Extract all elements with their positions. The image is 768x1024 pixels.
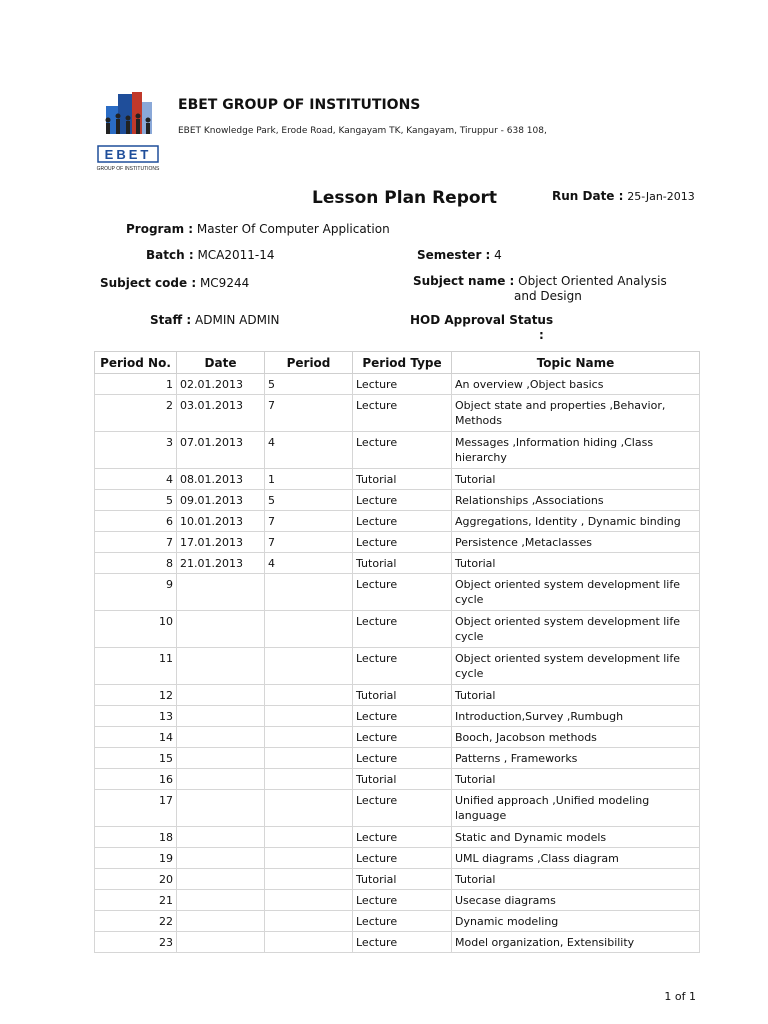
period-cell [265, 932, 353, 953]
period-type-cell: Lecture [353, 748, 452, 769]
period-type-cell: Lecture [353, 374, 452, 395]
table-row [95, 511, 700, 532]
topic-name-cell: Patterns , Frameworks [452, 748, 700, 769]
topic-name-cell: Messages ,Information hiding ,Class hierarchy [452, 432, 700, 469]
period-no-cell: 14 [95, 727, 177, 748]
period-type-cell: Tutorial [353, 869, 452, 890]
topic-name-cell: Usecase diagrams [452, 890, 700, 911]
lesson-plan-table [94, 351, 700, 953]
table-row [95, 706, 700, 727]
topic-name-cell: Relationships ,Associations [452, 490, 700, 511]
topic-name-cell: Tutorial [452, 685, 700, 706]
period-cell [265, 648, 353, 685]
period-type-cell: Lecture [353, 827, 452, 848]
logo-subtext: GROUP OF INSTITUTIONS [96, 166, 160, 172]
institution-name: EBET GROUP OF INSTITUTIONS [178, 97, 421, 113]
date-cell [177, 911, 265, 932]
period-cell: 1 [265, 469, 353, 490]
topic-name-cell: Booch, Jacobson methods [452, 727, 700, 748]
period-no-cell: 1 [95, 374, 177, 395]
period-no-cell: 2 [95, 395, 177, 432]
topic-name-cell: Tutorial [452, 553, 700, 574]
table-row [95, 911, 700, 932]
period-cell [265, 848, 353, 869]
run-date [552, 189, 695, 203]
date-cell: 09.01.2013 [177, 490, 265, 511]
table-row [95, 685, 700, 706]
date-cell [177, 727, 265, 748]
batch-field [146, 248, 275, 262]
date-cell [177, 848, 265, 869]
period-cell [265, 685, 353, 706]
period-no-cell: 21 [95, 890, 177, 911]
date-cell: 08.01.2013 [177, 469, 265, 490]
table-row [95, 790, 700, 827]
period-type-cell: Lecture [353, 890, 452, 911]
period-no-cell: 20 [95, 869, 177, 890]
period-type-cell: Lecture [353, 911, 452, 932]
period-no-cell: 13 [95, 706, 177, 727]
date-cell [177, 574, 265, 611]
topic-name-cell: An overview ,Object basics [452, 374, 700, 395]
period-type-cell: Lecture [353, 706, 452, 727]
period-type-cell: Lecture [353, 574, 452, 611]
staff-value: ADMIN ADMIN [195, 313, 280, 327]
period-cell [265, 890, 353, 911]
period-no-cell: 5 [95, 490, 177, 511]
institution-logo [96, 92, 160, 174]
batch-value: MCA2011-14 [197, 248, 275, 262]
period-no-cell: 19 [95, 848, 177, 869]
topic-name-cell: Object oriented system development life cycle [452, 574, 700, 611]
period-type-cell: Lecture [353, 611, 452, 648]
topic-name-cell: Object state and properties ,Behavior, Methods [452, 395, 700, 432]
subject-code-value: MC9244 [199, 276, 250, 290]
topic-name-cell: Dynamic modeling [452, 911, 700, 932]
period-no-cell: 3 [95, 432, 177, 469]
staff-label: Staff : [150, 313, 192, 327]
report-title: Lesson Plan Report [312, 188, 498, 208]
topic-name-cell: Model organization, Extensibility [452, 932, 700, 953]
date-cell: 21.01.2013 [177, 553, 265, 574]
period-type-cell: Lecture [353, 932, 452, 953]
topic-name-cell: Aggregations, Identity , Dynamic binding [452, 511, 700, 532]
date-cell: 10.01.2013 [177, 511, 265, 532]
period-cell [265, 869, 353, 890]
period-type-cell: Lecture [353, 727, 452, 748]
topic-name-cell: Persistence ,Metaclasses [452, 532, 700, 553]
table-row [95, 727, 700, 748]
table-row [95, 769, 700, 790]
date-cell: 03.01.2013 [177, 395, 265, 432]
period-cell [265, 727, 353, 748]
topic-name-cell: Static and Dynamic models [452, 827, 700, 848]
period-cell: 4 [265, 553, 353, 574]
date-cell [177, 648, 265, 685]
period-cell [265, 790, 353, 827]
table-row [95, 532, 700, 553]
date-cell [177, 869, 265, 890]
table-row [95, 890, 700, 911]
date-cell [177, 932, 265, 953]
period-cell: 7 [265, 532, 353, 553]
period-no-cell: 18 [95, 827, 177, 848]
period-no-cell: 9 [95, 574, 177, 611]
hod-approval-colon: : [539, 328, 544, 342]
date-cell [177, 890, 265, 911]
period-cell: 5 [265, 374, 353, 395]
table-row [95, 611, 700, 648]
topic-name-cell: Introduction,Survey ,Rumbugh [452, 706, 700, 727]
period-cell [265, 911, 353, 932]
semester-value: 4 [494, 248, 502, 262]
column-header-period: Period [265, 352, 353, 374]
semester-label: Semester : [417, 248, 491, 262]
subject-code-field [100, 276, 249, 290]
date-cell [177, 748, 265, 769]
subject-name-line2: and Design [514, 289, 582, 303]
period-cell [265, 769, 353, 790]
period-cell [265, 748, 353, 769]
table-row [95, 827, 700, 848]
period-no-cell: 10 [95, 611, 177, 648]
table-row [95, 490, 700, 511]
period-type-cell: Lecture [353, 511, 452, 532]
table-row [95, 469, 700, 490]
table-header-row [95, 352, 700, 374]
period-type-cell: Tutorial [353, 769, 452, 790]
period-no-cell: 16 [95, 769, 177, 790]
date-cell [177, 706, 265, 727]
topic-name-cell: Tutorial [452, 869, 700, 890]
period-cell [265, 827, 353, 848]
date-cell [177, 685, 265, 706]
period-no-cell: 7 [95, 532, 177, 553]
program-label: Program : [126, 222, 194, 236]
subject-name-line1: Object Oriented Analysis [518, 274, 667, 288]
table-row [95, 869, 700, 890]
table-row [95, 395, 700, 432]
run-date-value: 25-Jan-2013 [627, 190, 695, 203]
date-cell: 17.01.2013 [177, 532, 265, 553]
period-type-cell: Tutorial [353, 469, 452, 490]
logo-text: EBET [104, 147, 152, 162]
institution-address: EBET Knowledge Park, Erode Road, Kangayam TK, Kangayam, Tiruppur - 638 108, [178, 126, 547, 136]
period-no-cell: 6 [95, 511, 177, 532]
subject-code-label: Subject code : [100, 276, 197, 290]
period-no-cell: 8 [95, 553, 177, 574]
topic-name-cell: UML diagrams ,Class diagram [452, 848, 700, 869]
table-row [95, 848, 700, 869]
table-row [95, 553, 700, 574]
page-number: 1 of 1 [664, 990, 696, 1003]
date-cell: 07.01.2013 [177, 432, 265, 469]
column-header-period-type: Period Type [353, 352, 452, 374]
period-cell: 5 [265, 490, 353, 511]
period-no-cell: 17 [95, 790, 177, 827]
column-header-date: Date [177, 352, 265, 374]
period-cell [265, 611, 353, 648]
period-no-cell: 4 [95, 469, 177, 490]
period-type-cell: Lecture [353, 432, 452, 469]
period-cell [265, 706, 353, 727]
period-cell: 7 [265, 511, 353, 532]
staff-field [150, 313, 279, 327]
topic-name-cell: Unified approach ,Unified modeling language [452, 790, 700, 827]
batch-label: Batch : [146, 248, 194, 262]
program-field [126, 222, 390, 236]
period-type-cell: Lecture [353, 848, 452, 869]
topic-name-cell: Tutorial [452, 469, 700, 490]
column-header-period-no: Period No. [95, 352, 177, 374]
topic-name-cell: Object oriented system development life cycle [452, 648, 700, 685]
subject-name-field [413, 274, 667, 288]
subject-name-label: Subject name : [413, 274, 515, 288]
period-type-cell: Lecture [353, 532, 452, 553]
period-no-cell: 11 [95, 648, 177, 685]
program-value: Master Of Computer Application [196, 222, 390, 236]
period-type-cell: Tutorial [353, 685, 452, 706]
table-row [95, 432, 700, 469]
period-type-cell: Lecture [353, 790, 452, 827]
period-type-cell: Lecture [353, 648, 452, 685]
period-type-cell: Lecture [353, 395, 452, 432]
date-cell [177, 827, 265, 848]
table-row [95, 932, 700, 953]
period-cell [265, 574, 353, 611]
table-row [95, 574, 700, 611]
date-cell [177, 790, 265, 827]
period-no-cell: 12 [95, 685, 177, 706]
period-no-cell: 23 [95, 932, 177, 953]
table-row [95, 374, 700, 395]
semester-field [417, 248, 502, 262]
hod-approval-label: HOD Approval Status [410, 313, 554, 327]
topic-name-cell: Tutorial [452, 769, 700, 790]
date-cell: 02.01.2013 [177, 374, 265, 395]
period-no-cell: 22 [95, 911, 177, 932]
period-type-cell: Lecture [353, 490, 452, 511]
run-date-label: Run Date : [552, 189, 624, 203]
date-cell [177, 611, 265, 648]
period-cell: 4 [265, 432, 353, 469]
date-cell [177, 769, 265, 790]
topic-name-cell: Object oriented system development life cycle [452, 611, 700, 648]
period-no-cell: 15 [95, 748, 177, 769]
period-type-cell: Tutorial [353, 553, 452, 574]
period-cell: 7 [265, 395, 353, 432]
column-header-topic-name: Topic Name [452, 352, 700, 374]
table-row [95, 648, 700, 685]
table-row [95, 748, 700, 769]
